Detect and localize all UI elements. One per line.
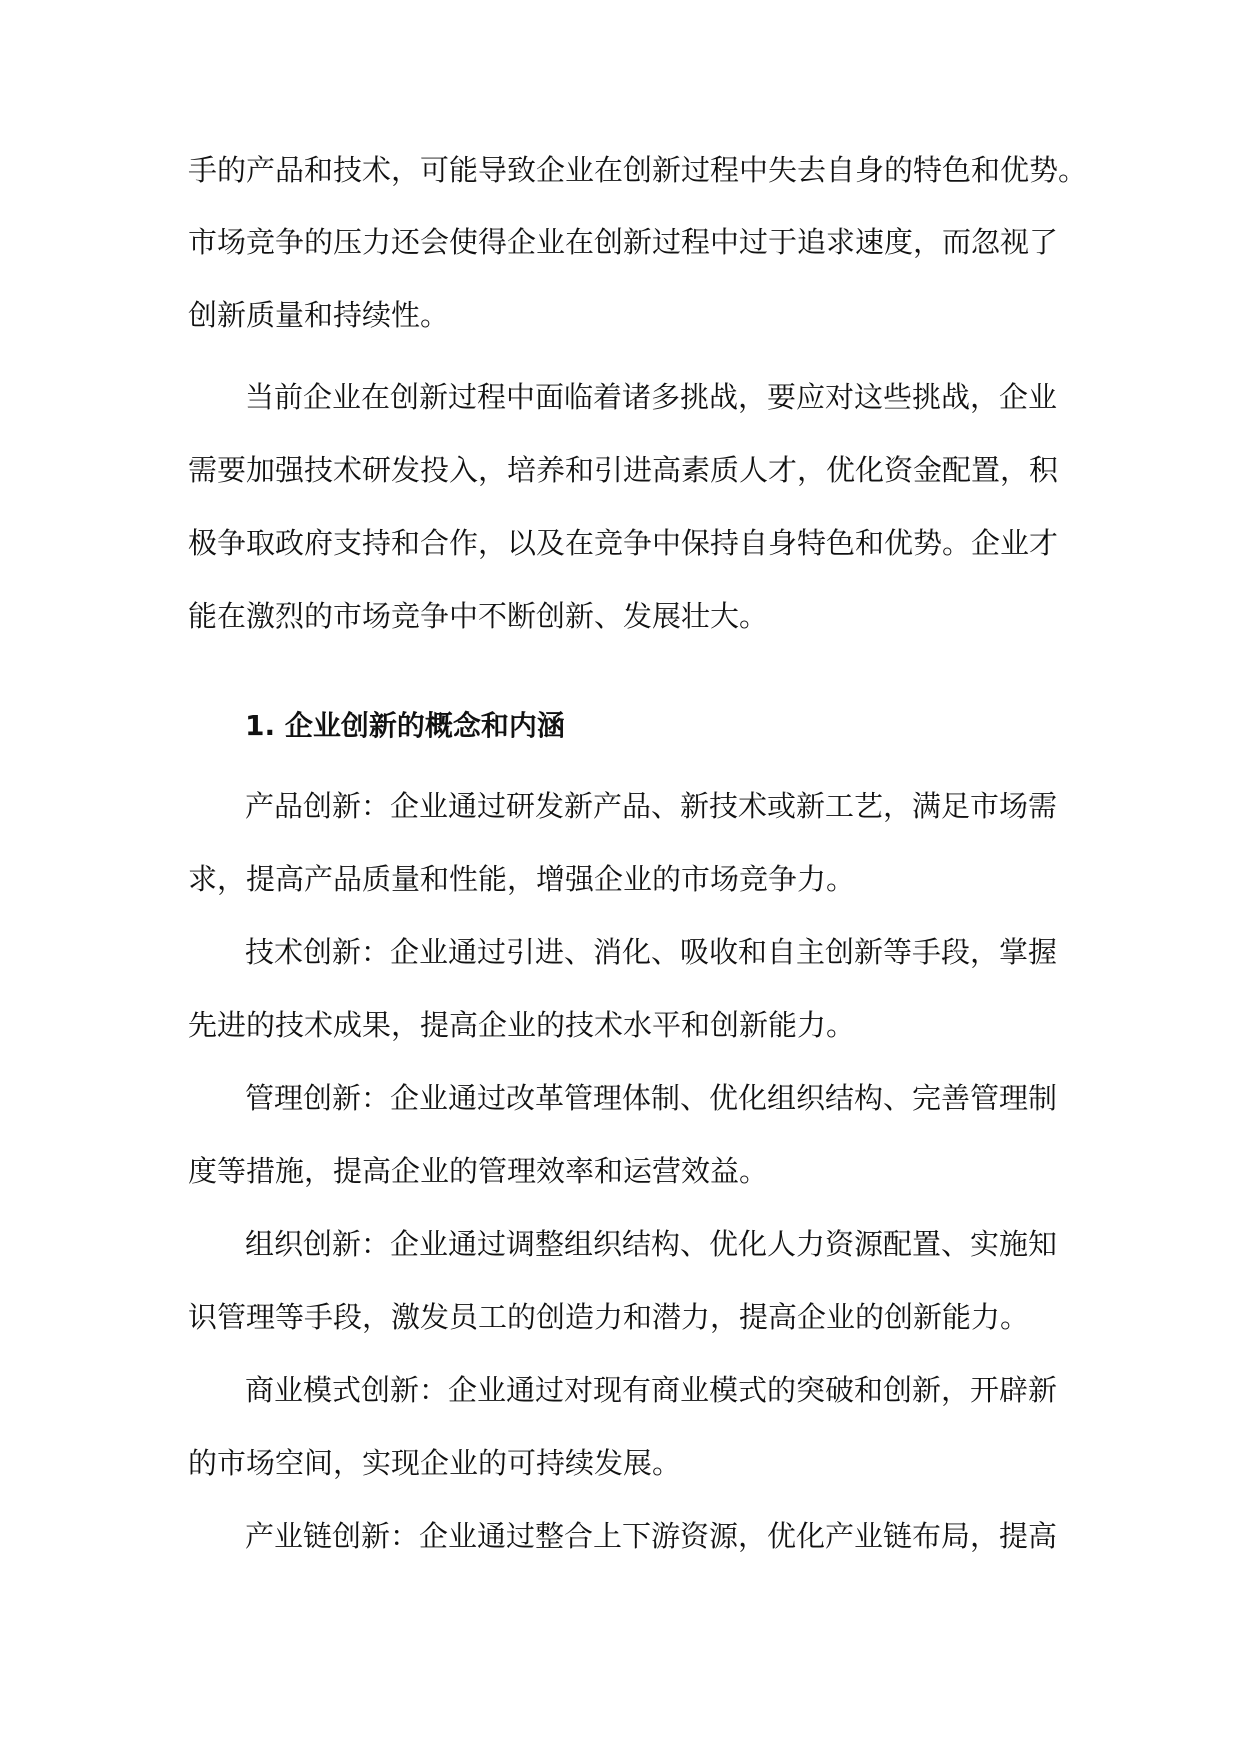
paragraph-first-line: 组织创新：企业通过调整组织结构、优化人力资源配置、实施知: [245, 1227, 1058, 1261]
body-line: 识管理等手段，激发员工的创造力和潜力，提高企业的创新能力。: [188, 1300, 1030, 1334]
body-line: 手的产品和技术，可能导致企业在创新过程中失去自身的特色和优势。: [188, 153, 1088, 187]
body-line: 极争取政府支持和合作，以及在竞争中保持自身特色和优势。企业才: [188, 526, 1059, 560]
paragraph-first-line: 产业链创新：企业通过整合上下游资源，优化产业链布局，提高: [245, 1519, 1058, 1553]
body-line: 求，提高产品质量和性能，增强企业的市场竞争力。: [188, 862, 856, 896]
body-line: 先进的技术成果，提高企业的技术水平和创新能力。: [188, 1008, 856, 1042]
body-line: 度等措施，提高企业的管理效率和运营效益。: [188, 1154, 769, 1188]
paragraph-first-line: 商业模式创新：企业通过对现有商业模式的突破和创新，开辟新: [245, 1373, 1058, 1407]
body-line: 市场竞争的压力还会使得企业在创新过程中过于追求速度，而忽视了: [188, 225, 1059, 259]
paragraph-first-line: 管理创新：企业通过改革管理体制、优化组织结构、完善管理制: [245, 1081, 1058, 1115]
body-line: 需要加强技术研发投入，培养和引进高素质人才，优化资金配置，积: [188, 453, 1059, 487]
paragraph-first-line: 技术创新：企业通过引进、消化、吸收和自主创新等手段，掌握: [245, 935, 1058, 969]
paragraph-first-line: 产品创新：企业通过研发新产品、新技术或新工艺，满足市场需: [245, 789, 1058, 823]
paragraph-first-line: 当前企业在创新过程中面临着诸多挑战，要应对这些挑战，企业: [245, 380, 1058, 414]
body-line: 创新质量和持续性。: [188, 298, 450, 332]
section-heading: 1. 企业创新的概念和内涵: [245, 709, 565, 742]
body-line: 能在激烈的市场竞争中不断创新、发展壮大。: [188, 599, 769, 633]
body-line: 的市场空间，实现企业的可持续发展。: [188, 1446, 682, 1480]
